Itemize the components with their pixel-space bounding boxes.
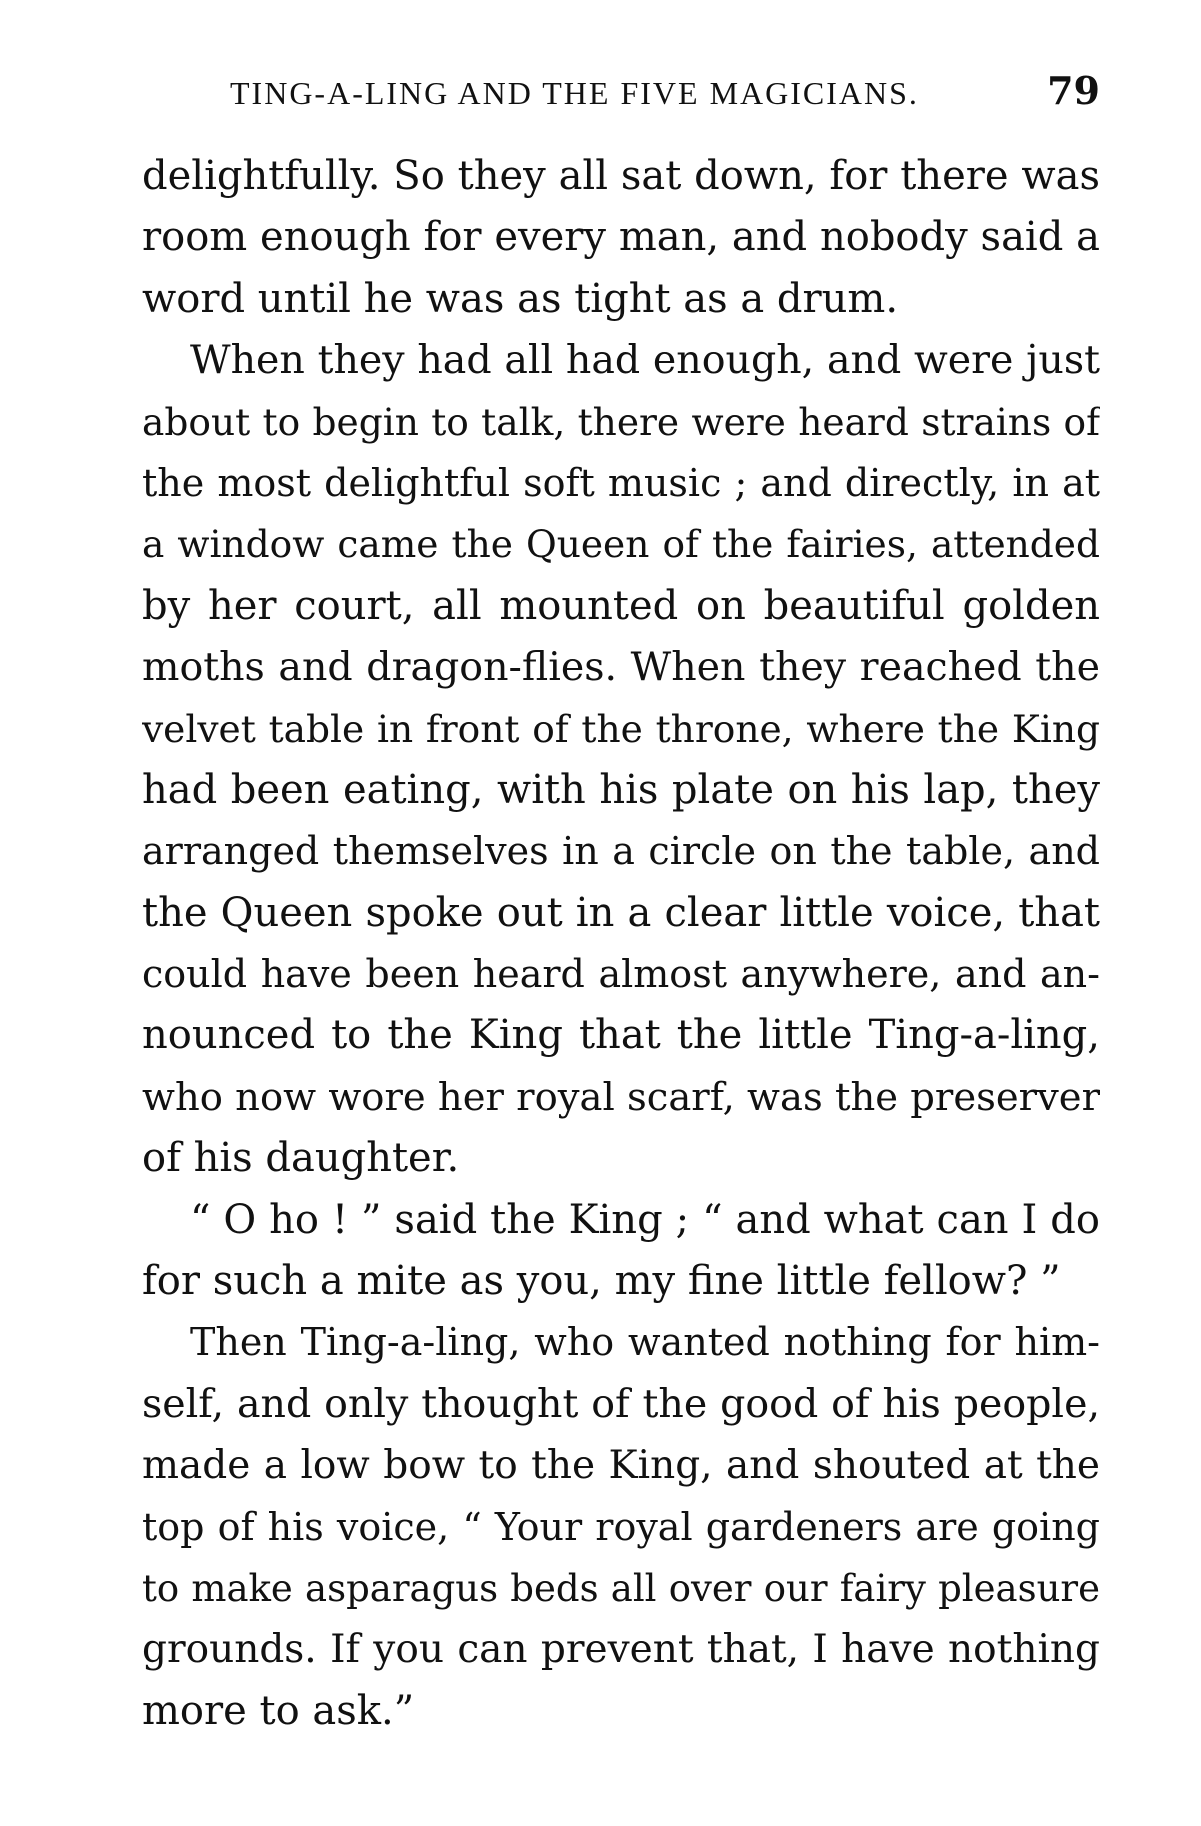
text-line: grounds. If you can prevent that, I have nothing xyxy=(142,1627,1100,1673)
text-line: more to ask.” xyxy=(142,1687,415,1734)
text-line: who now wore her royal scarf, was the preserver xyxy=(142,1074,1100,1120)
text-line: word until he was as tight as a drum. xyxy=(142,275,899,322)
text-line: delightfully. So they all sat down, for there was xyxy=(142,153,1100,199)
text-line: room enough for every man, and nobody said a xyxy=(142,214,1100,261)
running-head xyxy=(142,68,1100,118)
text-line: top of his voice, “ Your royal gardeners are going xyxy=(142,1504,1100,1549)
text-line: When they had all had enough, and were just xyxy=(190,337,1100,384)
text-line: by her court, all mounted on beautiful golden xyxy=(142,582,1100,629)
running-title: TING-A-LING AND THE FIVE MAGICIANS. xyxy=(230,75,919,111)
text-line: arranged themselves in a circle on the table, and xyxy=(142,829,1100,874)
text-line: had been eating, with his plate on his lap, they xyxy=(142,766,1100,813)
text-line: about to begin to talk, there were heard strains of xyxy=(142,399,1100,444)
text-line: Then Ting-a-ling, who wanted nothing for him- xyxy=(190,1320,1100,1365)
text-line: “ O ho ! ” said the King ; “ and what can I do xyxy=(190,1196,1100,1243)
text-line: velvet table in front of the throne, where the King xyxy=(142,706,1100,751)
text-line: made a low bow to the King, and shouted at the xyxy=(142,1443,1100,1489)
text-line: moths and dragon-flies. When they reached the xyxy=(142,644,1100,691)
text-line: of his daughter. xyxy=(142,1135,460,1182)
text-line: to make asparagus beds all over our fairy pleasure xyxy=(142,1566,1100,1610)
text-line: the Queen spoke out in a clear little voice, that xyxy=(142,889,1100,936)
text-line: could have been heard almost anywhere, and an- xyxy=(142,952,1100,997)
text-line: nounced to the King that the little Ting-a-ling, xyxy=(142,1012,1100,1059)
text-line: the most delightful soft music ; and directly, in at xyxy=(142,460,1100,505)
text-line: self, and only thought of the good of his people, xyxy=(142,1380,1100,1427)
body-text xyxy=(142,146,1100,1742)
page-number: 79 xyxy=(1047,68,1100,113)
text-line: for such a mite as you, my fine little fellow? ” xyxy=(142,1258,1061,1305)
text-line: a window came the Queen of the fairies, attended xyxy=(142,522,1100,567)
